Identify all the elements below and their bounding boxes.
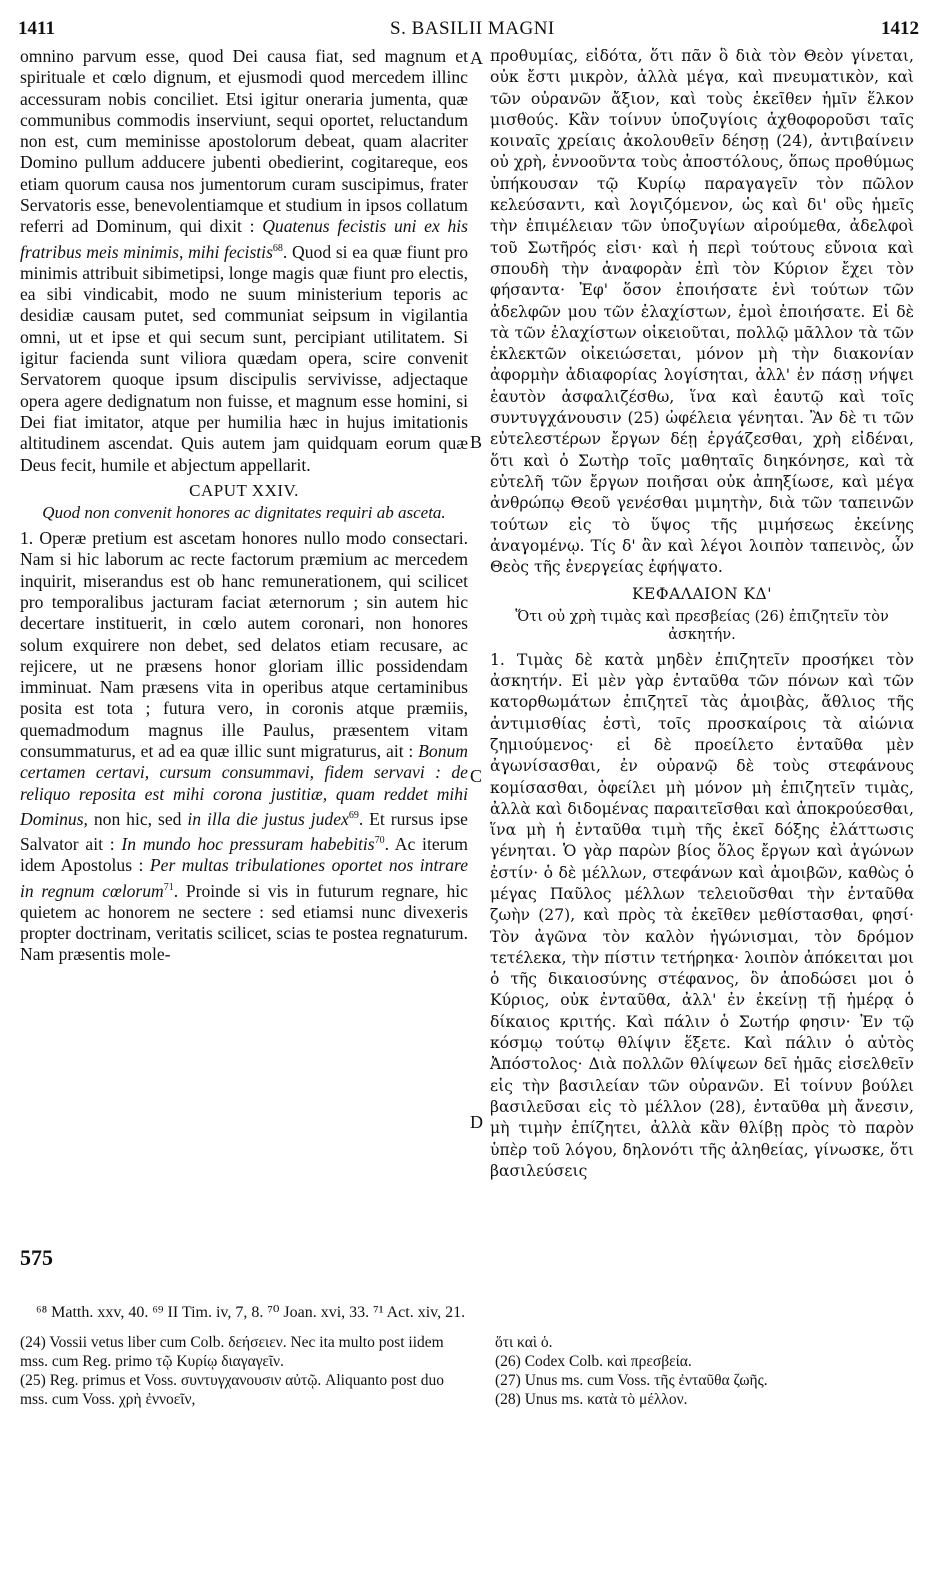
margin-marker-c: C: [470, 766, 483, 786]
critical-note: ὅτι καὶ ὁ.: [495, 1334, 553, 1351]
chapter-subtitle-latin: Quod non convenit honores ac dignitates requiri ab asceta.: [42, 503, 446, 523]
critical-note: (25) Reg. primus et Voss. συντυγχανουσιν αὐτῷ. Aliquanto post duo mss. cum Voss. χρὴ ἐννοεῖν,: [20, 1372, 444, 1408]
latin-text: . Et rursus ipse Salvator ait :: [20, 808, 468, 854]
latin-paragraph-1: [20, 46, 468, 476]
latin-text: 1. Operæ pretium est ascetam honores nullo modo consectari. Nam si hic laborum ac recte factorum præmium ac mercedem inquirit, miserandus est ob hanc remunerationem, qui scilicet pro temporalibus jacturam faciat æternorum ; sin autem hic decertare instituerit, in cœlo autem coronari, non honores solum exquirere non debet, sed delatos etiam recusare, ac rejicere, ut ne præsens honor gloriam illic possidendam imminuat. Nam præsens vita in operibus atque certaminibus posita est tota ; futura vero, in coronis atque præmiis, quemadmodum magnus ille Paulus, præsentem vitam consummaturus, et ad ea quæ illic sunt migraturus, ait :: [20, 528, 468, 762]
running-title: S. BASILII MAGNI: [390, 18, 555, 39]
critical-note: (27) Unus ms. cum Voss. τῆς ἐνταῦθα ζωῆς.: [495, 1372, 768, 1389]
page-header: [0, 16, 937, 46]
critical-notes-right: [495, 1333, 915, 1409]
latin-column: [20, 46, 468, 966]
latin-text: . Proinde si vis in futurum regnare, hic quietem ac honorem ne sectere : sed etiamsi nunc divexeris propter doctrinam, veritatis scilicet, scias te postea regnaturum. Nam præsentis mole-: [20, 880, 468, 965]
margin-marker-d: D: [470, 1112, 483, 1132]
latin-quote: In mundo hoc pressuram habebitis: [121, 833, 375, 854]
margin-marker-b: B: [470, 432, 483, 452]
chapter-subtitle-greek: Ὅτι οὐ χρὴ τιμὰς καὶ πρεσβείας (26) ἐπιζητεῖν τὸν ἀσκητήν.: [515, 608, 889, 643]
footnote-ref: 69: [348, 809, 359, 821]
scripture-footnotes: ⁶⁸ Matth. xxv, 40. ⁶⁹ II Tim. iv, 7, 8. ⁷⁰ Joan. xvi, 33. ⁷¹ Act. xiv, 21.: [36, 1304, 466, 1321]
latin-text: non hic, sed: [87, 808, 188, 829]
footnote-ref: 68: [272, 242, 283, 254]
footnote-ref: 70: [374, 835, 385, 847]
margin-marker-a: A: [470, 48, 483, 68]
left-column-number: 1411: [18, 18, 55, 39]
latin-quote: in illa die justus judex: [187, 808, 349, 829]
margin-column-number: 575: [20, 1245, 53, 1270]
footnote-ref: 71: [163, 881, 174, 893]
greek-paragraph-1: προθυμίας, εἰδότα, ὅτι πᾶν ὃ διὰ τὸν Θεὸν γίνεται, οὐκ ἔστι μικρὸν, ἀλλὰ μέγα, καὶ πνευματικὸν, καὶ τῶν οὐρανῶν ἄξιον, καὶ τοὺς ἐκεῖθεν ἡμῖν ἕλκον μισθούς. Κἂν τοίνυν ὑποζυγίοις ἀχθοφοροῦσι ταῖς κοιναῖς χρείαις ἀκολουθεῖν δέησῃ (24), ἀντιβαίνειν οὐ χρὴ, ἐννοοῦντα τοὺς ἀποστόλους, ὅπως προθύμως ὑπήκουσαν τῷ Κυρίῳ παραγαγεῖν τὸν πῶλον κελεύσαντι, καὶ λογιζόμενον, ὡς καὶ δι' οὓς ἡμεῖς τὴν ἐπιμέλειαν τῶν ὑποζυγίων αἱρούμεθα, ἀδελφοὶ τοῦ Σωτῆρός εἰσι· καὶ ἡ περὶ τούτους εὔνοια καὶ σπουδὴ τὴν ἀναφορὰν ἐπὶ τὸν Κύριον ἔχει τὸν φήσαντα· Ἐφ' ὅσον ἐποιήσατε ἑνὶ τούτων τῶν ἀδελφῶν μου τῶν ἐλαχίστων, ἐμοὶ ἐποιήσατε. Εἰ δὲ τὰ τῶν ἐλαχίστων οἰκειοῦται, πολλῷ μᾶλλον τὰ τῶν ἐκλεκτῶν οἰκειώσεται, μόνον μὴ τὴν διακονίαν ἀφορμὴν ἀδιαφορίας λογίσηται, ἀλλ' ἐν πάσῃ νήψει ἑαυτὸν ἀσφαλιζέσθω, ἵνα καὶ ἑαυτῷ καὶ τοῖς συντυγχάνουσιν (25) ὠφέλεια γένηται. Ἂν δὲ τι τῶν εὐτελεστέρων ἔργων δέῃ ἐργάζεσθαι, χρὴ εἰδέναι, ὅτι καὶ ὁ Σωτὴρ τοῖς μαθηταῖς διηκόνησε, καὶ τὰ εὐτελῆ τῶν ἔργων ποιῆσαι οὐκ ἀπηξίωσε, καὶ μέγα ἀνθρώπῳ Θεοῦ γενέσθαι μιμητὴν, διὰ τῶν ταπεινῶν τούτων εἰς τὸ ὕψος τῆς μιμήσεως ἐκείνης ἀναγομένῳ. Τίς δ' ἂν καὶ λέγοι λοιπὸν ταπεινὸς, ὧν Θεὸς τῆς ἐνεργείας ἐφήψατο.: [490, 47, 914, 577]
latin-quote: Per multas tribulationes oportet nos intrare in regnum cœlorum: [20, 855, 468, 901]
critical-notes-left: [20, 1333, 465, 1409]
chapter-title-latin: CAPUT XXIV.: [189, 480, 299, 500]
greek-column: [490, 46, 914, 1182]
chapter-title-greek: ΚΕΦΑΛΑΙΟΝ ΚΔ': [631, 585, 773, 604]
latin-text: . Ac iterum idem Apostolus :: [20, 833, 468, 876]
latin-text: omnino parvum esse, quod Dei causa fiat, sed magnum et spirituale et cœlo dignum, et ejusmodi quod mercedem illinc accessuram nobis conciliet. Etsi igitur oneraria jumenta, quæ communibus commodis inserviunt, sequi oportet, reluctandum non est, cum meminisse apostolorum debeat, quam alacriter Domino pullum adducere jubenti obedierint, cogitareque, eos etiam quorum causa nos jumentorum curam suscipimus, frater Servatoris esse, benevolentiamque et studium in ipsos collatum referri ad Dominum, qui dixit :: [20, 46, 468, 237]
right-column-number: 1412: [881, 18, 919, 39]
critical-note: (24) Vossii vetus liber cum Colb. δεήσειεν. Nec ita multo post iidem mss. cum Reg. primo τῷ Κυρίῳ διαγαγεῖν.: [20, 1334, 444, 1370]
latin-quote: Quatenus fecistis uni ex his fratribus meis minimis, mihi fecistis: [20, 216, 469, 262]
latin-text: . Quod si ea quæ fiunt pro minimis attribuit sibimetipsi, longe magis quæ fiunt pro electis, ea sibi vindicabit, modo ne suum ministerium teporis ac desidiæ causam putet, sed communiat seipsum in vigilantia omni, ut et ipse et qui secum sunt, percipiant utilitatem. Si igitur facienda sunt viliora quædam opera, scire convenit Servatorem quoque ipsum discipulis servivisse, adjectaque opera agere dedignatum non fuisse, et magnum esse homini, si Dei fiat imitator, atque per humilia hæc in hujus imitationis altitudinem ascendat. Quis autem jam quidquam eorum quæ Deus fecit, humile et abjectum appellarit.: [20, 241, 468, 475]
latin-quote: Bonum certamen certavi, cursum consummavi, fidem servavi : de reliquo reposita est mihi corona justitiæ, quam reddet mihi Dominus,: [20, 741, 469, 829]
critical-note: (26) Codex Colb. καὶ πρεσβεία.: [495, 1353, 692, 1370]
latin-paragraph-2: [20, 528, 468, 966]
greek-paragraph-2: 1. Τιμὰς δὲ κατὰ μηδὲν ἐπιζητεῖν προσήκει τὸν ἀσκητήν. Εἰ μὲν γὰρ ἐνταῦθα τῶν πόνων καὶ τῶν κατορθωμάτων ἐπιζητεῖ τὰς ἀμοιβὰς, ἄθλιος τῆς ἀντιμισθίας ἐστὶ, τοῖς προσκαίροις τὰ αἰώνια ζημιούμενος· εἰ δὲ προείλετο ἐνταῦθα μὲν ἀγωνίσασθαι, ἐν οὐρανῷ δὲ τοὺς στεφάνους κομίσασθαι, ὀφείλει μὴ μόνον μὴ ἐπιζητεῖν τιμὰς, ἀλλὰ καὶ διδομένας παραιτεῖσθαι καὶ ἀποκρούεσθαι, ἵνα μὴ ἡ ἐνταῦθα τιμὴ τῆς ἐκεῖ δόξης ἐλάττωσις γένηται. Ὁ γὰρ παρὼν βίος ὅλος ἔργων καὶ ἀγώνων ἐστίν· ὁ δὲ μέλλων, στεφάνων καὶ ἀμοιβῶν, καθὼς ὁ μέγας Παῦλος μέλλων τελειοῦσθαι τὴν ἐνταῦθα ζωὴν (27), καὶ πρὸς τὰ ἐκεῖθεν μεθίστασθαι, φησί· Τὸν ἀγῶνα τὸν καλὸν ἠγώνισμαι, τὸν δρόμον τετέλεκα, τὴν πίστιν τετήρηκα· λοιπὸν ἀπόκειται μοι ὁ τῆς δικαιοσύνης στέφανος, ὃν ἀποδώσει μοι ὁ Κύριος, οὐκ ἐνταῦθα, ἀλλ' ἐν ἐκείνῃ τῇ ἡμέρᾳ ὁ δίκαιος κριτής. Καὶ πάλιν ὁ Σωτήρ φησιν· Ἐν τῷ κόσμῳ τούτῳ θλίψιν ἕξετε. Καὶ πάλιν ὁ αὐτὸς Ἀπόστολος· Διὰ πολλῶν θλίψεων δεῖ ἡμᾶς εἰσελθεῖν εἰς τὴν βασιλείαν τῶν οὐρανῶν. Εἰ τοίνυν βούλει βασιλεῦσαι εἰς τὸ μέλλον (28), ἐνταῦθα μὴ ἄνεσιν, μὴ τιμὴν ἐπίζητει, ἀλλὰ κἂν θλίβῃ πρὸς τὸ παρὸν ὑπὲρ τοῦ λόγου, δηλονότι τῆς ἀληθείας, γίνωσκε, ὅτι βασιλεύσεις: [490, 650, 914, 1180]
critical-note: (28) Unus ms. κατὰ τὸ μέλλον.: [495, 1391, 688, 1408]
